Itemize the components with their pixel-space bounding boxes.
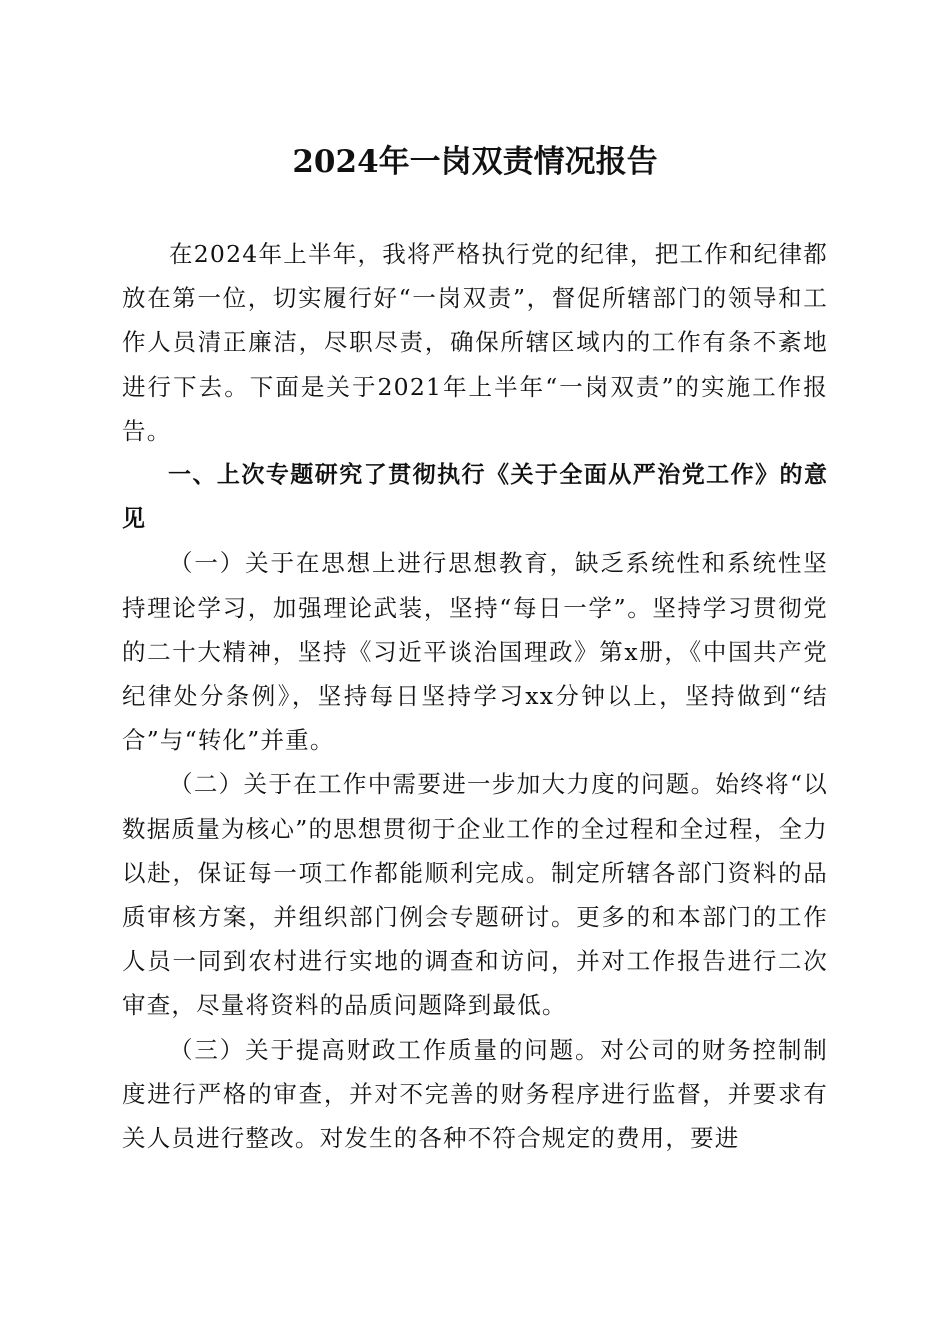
- section-heading-1: 一、上次专题研究了贯彻执行《关于全面从严治党工作》的意见: [122, 462, 828, 533]
- subsection-paragraph-1: （一）关于在思想上进行思想教育，缺乏系统性和系统性坚持理论学习，加强理论武装，坚持“每日一学”。坚持学习贯彻党的二十大精神，坚持《习近平谈治国理政》第x册，《中国共产党纪律处分条例》，坚持每日坚持学习xx分钟以上，坚持做到“结合”与“转化”并重。: [122, 549, 828, 755]
- document-title: 2024年一岗双责情况报告: [292, 144, 658, 180]
- subsection-paragraph-3: （三）关于提高财政工作质量的问题。对公司的财务控制制度进行严格的审查，并对不完善的财务程序进行监督，并要求有关人员进行整改。对发生的各种不符合规定的费用，要进: [122, 1035, 828, 1153]
- subsection-paragraph-2: （二）关于在工作中需要进一步加大力度的问题。始终将“以数据质量为核心”的思想贯彻于企业工作的全过程和全过程，全力以赴，保证每一项工作都能顺利完成。制定所辖各部门资料的品质审核方案，并组织部门例会专题研讨。更多的和本部门的工作人员一同到农村进行实地的调查和访问，并对工作报告进行二次审查，尽量将资料的品质问题降到最低。: [122, 770, 828, 1020]
- intro-paragraph: 在2024年上半年，我将严格执行党的纪律，把工作和纪律都放在第一位，切实履行好“一岗双责”，督促所辖部门的领导和工作人员清正廉洁，尽职尽责，确保所辖区域内的工作有条不紊地进行下去。下面是关于2021年上半年“一岗双责”的实施工作报告。: [122, 240, 828, 445]
- document-body: [122, 232, 828, 1160]
